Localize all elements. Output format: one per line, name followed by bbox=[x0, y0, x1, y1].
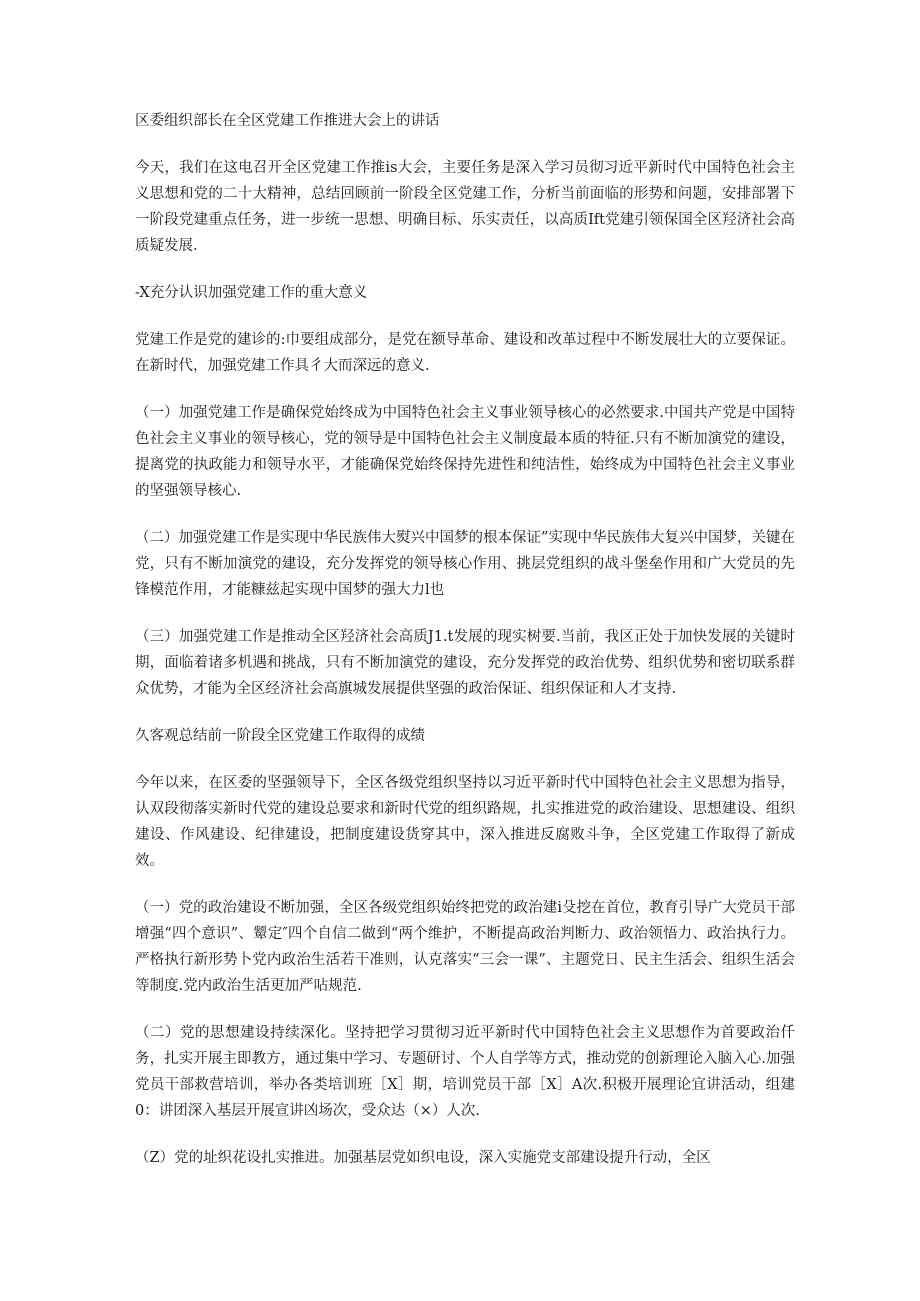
paragraph-ideological-building: （二）党的思想建设持续深化。坚持把学习贯彻习近平新时代中国特色社会主义思想作为首要政治仟务，扎实开展主即教方，通过集中学习、专题研讨、个人自学等方式，推动党的创新理论入脑入心.加强党员干部救营培训，举办各类培训班［X］期，培训党员干部［X］A次.积极开展理论宜讲活动，组建0：讲团深入基层开展宣讲凶场次，受众达（×）人次. bbox=[135, 1025, 795, 1119]
section-heading-1: -X充分认识加强党建工作的重大意义 bbox=[135, 285, 368, 301]
section-heading-2: 久客观总结前一阶段全区党建工作取得的成绩 bbox=[135, 728, 425, 744]
paragraph-intro: 今天，我们在这电召开全区党建工作推is大会，主要任务是深入学习员彻习近平新时代中国特色社会主义思想和党的二十大精神，总结回顾前一阶段全区党建工作，分析当前面临的形势和问题，安排部署下一阶段党建重点任务，进一步统一思想、明确目标、乐实责任，以高质Ift党建引领保国全区羟济社会高质疑发展. bbox=[135, 160, 795, 254]
paragraph-point-2: （二）加强党建工作是实现中华民族伟大熨兴中国梦的根本保证”实现中华民族伟大复兴中国梦，关键在党，只有不断加演党的建设，充分发挥党的领导核心作用、挑层党组织的战斗堡垒作用和广大党员的先锋模范作用，才能糠兹起实现中国梦的强大力l也 bbox=[135, 530, 795, 598]
document-body bbox=[135, 108, 795, 1171]
paragraph-achievements: 今年以来，在区委的坚强领导下，全区各级党组织坚持以习近平新时代中国特色社会主义思想为指导，认双段彻落实新时代党的建设总要求和新时代党的组织路规，扎实推进党的政治建设、思想建设、组织建设、作风建设、纪律建设，把制度建设货穿其中，深入推进反腐败斗争，全区党建工作取得了新成效。 bbox=[135, 775, 795, 869]
paragraph-political-building: （一）党的政治建设不断加强，全区各级党组织始终把党的政治建i殳挖在首位，教育引导广大党员干部增强“四个意识”、颦定″四个自信二做到“两个维护，不断提高政治判断力、政治领悟力、政治执行力。严格执行新形势卜党内政治生活若干准则，认克落实“三会一课”、主题党日、民主生活会、组织生活会等制度.党内政治生活更加严呫规范. bbox=[135, 900, 795, 994]
paragraph-point-1: （一）加强党建工作是确保党始终成为中国特色社会主义事业领导核心的必然要求.中国共产党是中国特色社会主义事业的领导核心，党的领导是中国特色社会主义制度最本质的特征.只有不断加演党的建设，提离党的执政能力和领导水平，才能确保党始终保持先进性和纯洁性，始终成为中国特色社会主义事业的坚强领导核心. bbox=[135, 405, 795, 499]
paragraph-organizational-building: （Z）党的址织花设扎实推进。加强基层党如织电设，深入实施党支部建设提升行动，全区 bbox=[135, 1150, 711, 1166]
document-title: 区委组织部长在全区党建工作推进大会上的讲话 bbox=[135, 113, 440, 129]
paragraph-point-3: （三）加强党建工作是推动全区羟济社会高质J1.t发展的现实树要.当前，我区正处于加快发展的关键时期，面临着诸多机遇和挑战，只有不断加演党的建设，充分发挥党的政治优势、组织优势和密切联系群众优势，才能为全区经济社会高旗城发展提供坚强的政治保证、组织保证和人才支持. bbox=[135, 629, 795, 697]
paragraph-significance: 党建工作是党的建诊的:巾要组成部分，是党在额导革命、建设和改革过程中不断发展壮大的立要保证。在新时代，加强党建工作具彳大而深远的意义. bbox=[135, 332, 795, 374]
